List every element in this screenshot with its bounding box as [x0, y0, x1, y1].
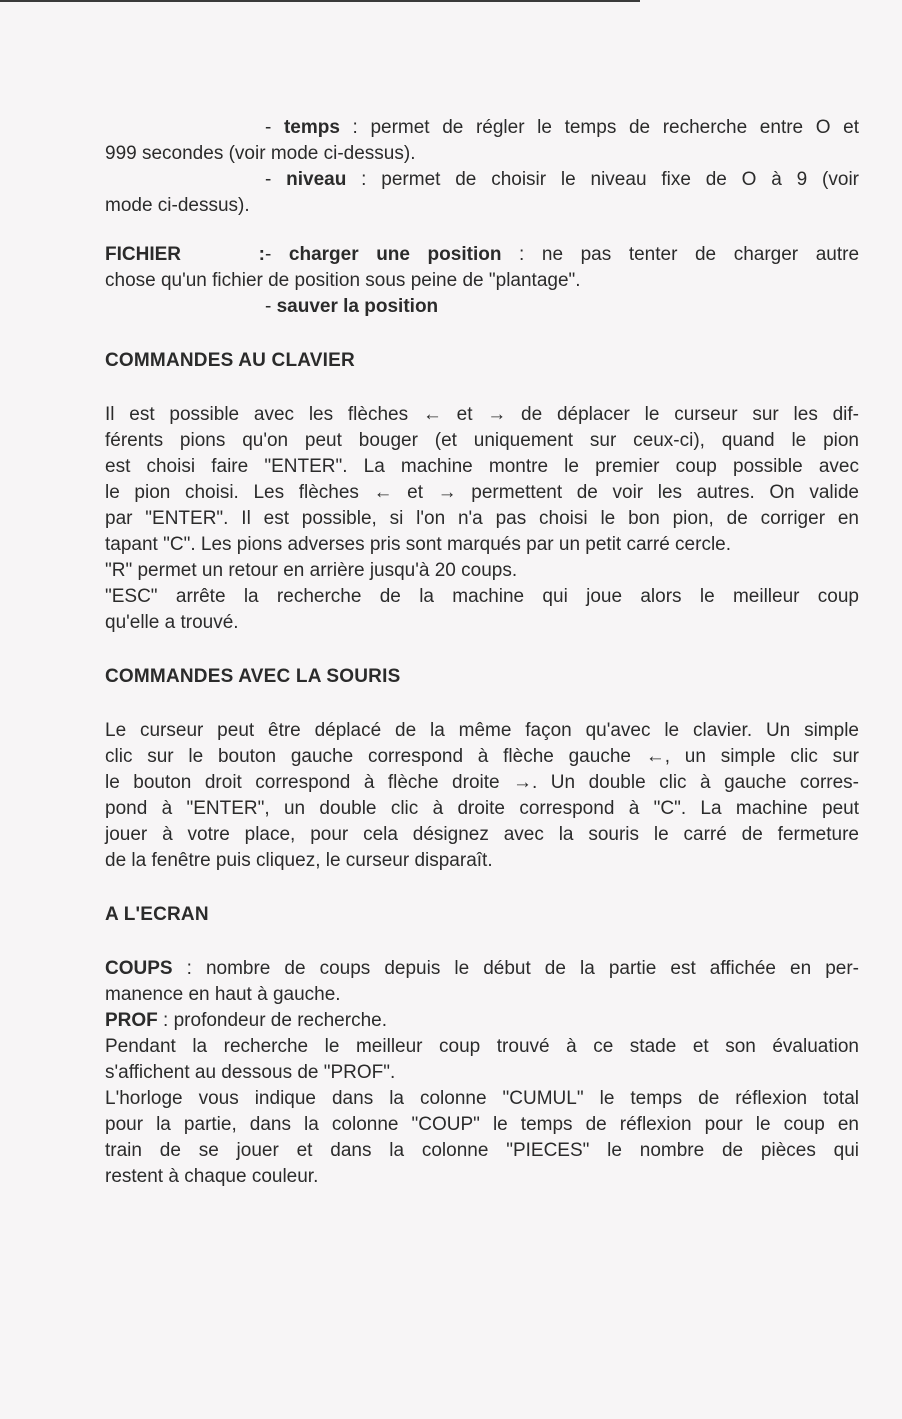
top-rule	[0, 0, 640, 2]
clavier-line: férents pions qu'on peut bouger (et uniquement sur ceux-ci), quand le pion	[105, 430, 859, 451]
fichier-label: FICHIER :	[105, 244, 265, 265]
clavier-line: "ESC" arrête la recherche de la machine qui joue alors le meilleur coup	[105, 586, 859, 607]
souris-line: de la fenêtre puis cliquez, le curseur disparaît.	[105, 850, 493, 871]
ecran-prof-line: PROF : profondeur de recherche.	[105, 1010, 387, 1031]
clavier-line: qu'elle a trouvé.	[105, 612, 239, 633]
clavier-line: "R" permet un retour en arrière jusqu'à 20 coups.	[105, 560, 518, 581]
option-temps-term: temps	[283, 117, 340, 138]
ecran-line: restent à chaque couleur.	[105, 1166, 319, 1187]
ecran-prof-term: PROF	[105, 1010, 158, 1031]
heading-clavier: COMMANDES AU CLAVIER	[105, 350, 355, 371]
ecran-line: Pendant la recherche le meilleur coup trouvé à ce stade et son évaluation	[105, 1036, 859, 1057]
clavier-line: par "ENTER". Il est possible, si l'on n'a pas choisi le bon pion, de corriger en	[105, 508, 859, 529]
option-niveau-line2: mode ci-dessus).	[105, 195, 250, 216]
ecran-coups-line1: COUPS : nombre de coups depuis le début de la partie est affichée en per-	[105, 958, 859, 979]
ecran-line: L'horloge vous indique dans la colonne "CUMUL" le temps de réflexion total	[105, 1088, 859, 1109]
fichier-line2: chose qu'un fichier de position sous peine de "plantage".	[105, 270, 581, 291]
option-temps-line1: - temps : permet de régler le temps de recherche entre O et	[265, 117, 859, 138]
clavier-line: Il est possible avec les flèches ← et → de déplacer le curseur sur les dif-	[105, 404, 859, 425]
souris-line: pond à "ENTER", un double clic à droite correspond à "C". La machine peut	[105, 798, 859, 819]
souris-line: clic sur le bouton gauche correspond à flèche gauche ←, un simple clic sur	[105, 746, 859, 767]
clavier-line: tapant "C". Les pions adverses pris sont marqués par un petit carré cercle.	[105, 534, 732, 555]
souris-line: le bouton droit correspond à flèche droite →. Un double clic à gauche corres-	[105, 772, 859, 793]
fichier-item-charger: charger une position	[288, 244, 502, 265]
souris-line: jouer à votre place, pour cela désignez avec la souris le carré de fermeture	[105, 824, 859, 845]
ecran-line: train de se jouer et dans la colonne "PIECES" le nombre de pièces qui	[105, 1140, 859, 1161]
option-niveau-line1: - niveau : permet de choisir le niveau fixe de O à 9 (voir	[265, 169, 859, 190]
option-niveau-term: niveau	[286, 169, 347, 190]
option-temps-line2: 999 secondes (voir mode ci-dessus).	[105, 143, 416, 164]
fichier-line3: - sauver la position	[265, 296, 439, 317]
souris-line: Le curseur peut être déplacé de la même façon qu'avec le clavier. Un simple	[105, 720, 859, 741]
document-page	[105, 115, 859, 1190]
ecran-line: pour la partie, dans la colonne "COUP" le temps de réflexion pour le coup en	[105, 1114, 859, 1135]
heading-ecran: A L'ECRAN	[105, 904, 209, 925]
ecran-coups-line2: manence en haut à gauche.	[105, 984, 341, 1005]
heading-souris: COMMANDES AVEC LA SOURIS	[105, 666, 401, 687]
clavier-line: est choisi faire "ENTER". La machine montre le premier coup possible avec	[105, 456, 859, 477]
ecran-coups-term: COUPS	[105, 958, 173, 979]
ecran-line: s'affichent au dessous de "PROF".	[105, 1062, 396, 1083]
clavier-line: le pion choisi. Les flèches ← et → permettent de voir les autres. On valide	[105, 482, 859, 503]
fichier-line1: FICHIER :- charger une position : ne pas tenter de charger autre	[105, 242, 859, 268]
fichier-item-sauver: sauver la position	[276, 296, 439, 317]
